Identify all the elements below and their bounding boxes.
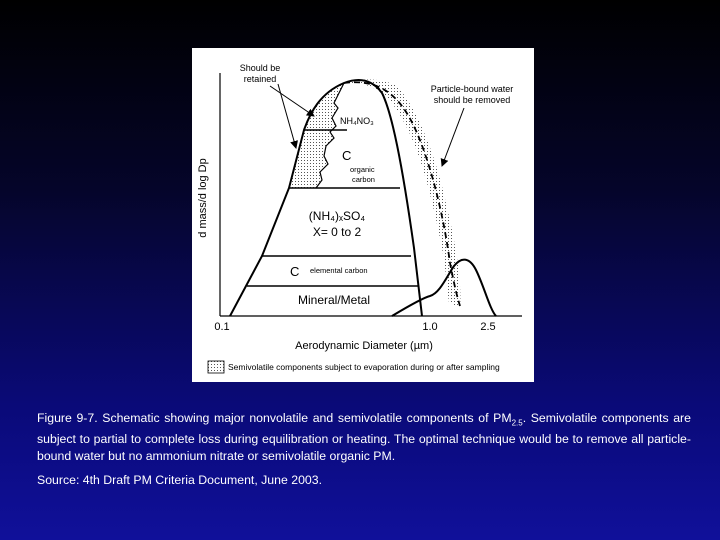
- band-mineral-label: Mineral/Metal: [297, 293, 371, 307]
- legend-swatch: [208, 361, 224, 373]
- mass-distribution-diagram: [192, 48, 534, 382]
- band-organic-label-1: organic: [350, 165, 375, 174]
- callout-retained-line2: retained: [243, 74, 277, 84]
- caption-suffix: . Semivolatile components are subject to partial to complete loss during equilibration or heating. The optimal technique would be to remove all particle-bound water but no ammonium nitrate or semivolatile organic PM.: [37, 411, 691, 464]
- x-axis-label: Aerodynamic Diameter (µm): [295, 340, 433, 352]
- callout-removed-line2: should be removed: [433, 95, 511, 105]
- arrow-retained-lower: [278, 84, 296, 148]
- band-nh4no3-label: NH₄NO₃: [340, 116, 374, 126]
- y-axis-label: d mass/d log Dp: [197, 158, 209, 238]
- x-tick-1-0: 1.0: [422, 321, 438, 333]
- arrow-retained-upper: [270, 86, 314, 116]
- figure-panel: [192, 48, 534, 382]
- x-tick-2-5: 2.5: [480, 321, 496, 333]
- band-sulfate-x: X= 0 to 2: [312, 225, 362, 239]
- band-elemental-label: elemental carbon: [310, 266, 368, 275]
- band-organic-symbol: C: [342, 148, 352, 163]
- arrow-removed: [442, 108, 464, 166]
- band-organic-label-2: carbon: [352, 175, 375, 184]
- caption-prefix: Figure 9-7. Schematic showing major nonvolatile and semivolatile components of PM: [37, 411, 512, 425]
- coarse-mode-curve: [392, 260, 496, 316]
- source-line: Source: 4th Draft PM Criteria Document, June 2003.: [37, 473, 323, 487]
- legend-text: Semivolatile components subject to evaporation during or after sampling: [228, 362, 500, 372]
- callout-removed-line1: Particle-bound water: [430, 84, 514, 94]
- caption-subscript: 2.5: [511, 418, 523, 428]
- callout-retained-line1: Should be: [239, 63, 281, 73]
- band-sulfate-label: (NH₄)ₓSO₄: [308, 209, 366, 223]
- figure-caption: [37, 410, 691, 465]
- band-elemental-symbol: C: [290, 264, 300, 279]
- x-tick-0-1: 0.1: [214, 321, 230, 333]
